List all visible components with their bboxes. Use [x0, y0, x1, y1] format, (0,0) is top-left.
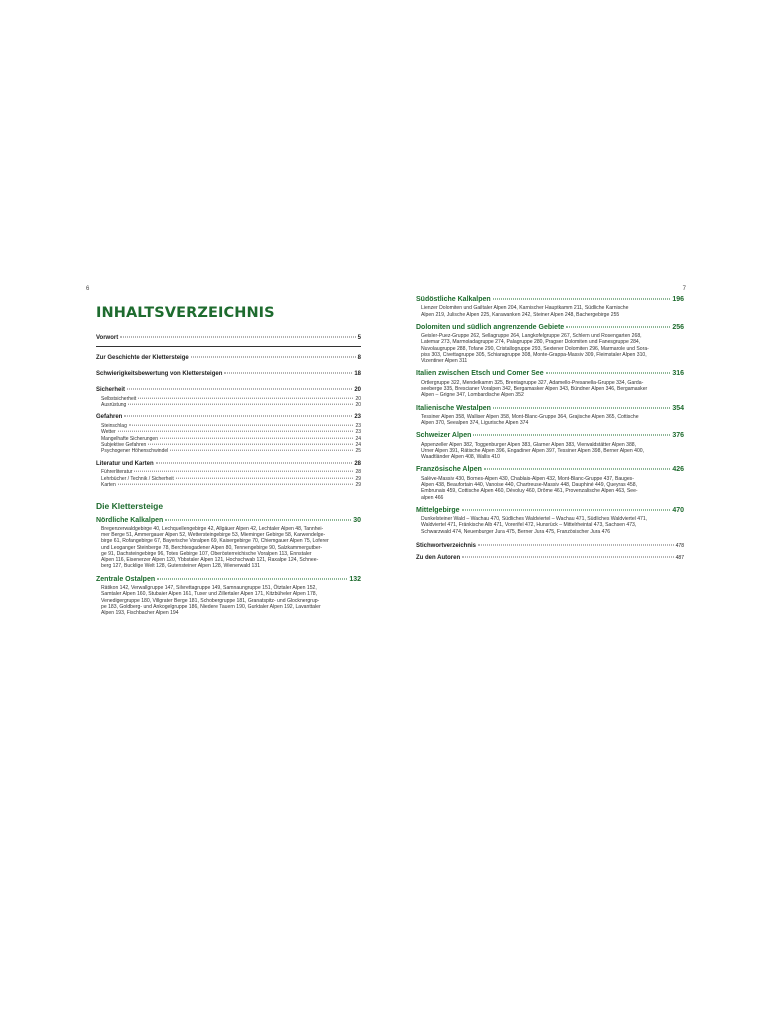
leader-dots	[128, 404, 353, 405]
description-line: seeberge 335, Brescianer Voralpen 342, Bergamasker Alpen 343, Bündner Alpen 346, Bergamasker	[421, 385, 648, 392]
region-description	[416, 442, 684, 461]
leader-dots	[160, 437, 353, 438]
entry-page: 28	[354, 460, 361, 467]
right-column	[416, 296, 684, 568]
leader-dots	[129, 425, 354, 426]
leader-dots	[120, 337, 355, 338]
entry-label: Zu den Autoren	[416, 555, 461, 562]
description-line: Vizentiner Alpen 311	[421, 358, 468, 365]
description-line: Lienzer Dolomiten und Gailtaler Alpen 204, Karnischer Hauptkamm 211, Südliche Karnische	[421, 305, 629, 312]
description-line: Alpen 193, Fischbacher Alpen 194	[101, 610, 179, 617]
leader-dots	[124, 416, 352, 417]
description-line: Alpen 219, Julische Alpen 225, Karawanken 242, Steiner Alpen 248, Bachergebirge 255	[421, 311, 620, 318]
subentry-page: 24	[355, 442, 361, 449]
leader-dots	[157, 578, 347, 579]
region-page: 376	[672, 432, 684, 440]
description-line: alpen 466	[421, 494, 444, 501]
description-line: Nuvolaugruppe 288, Tofane 290, Cristallogruppe 293, Sextener Dolomiten 296, Marmarole und Sora-	[421, 345, 649, 352]
region-label: Zentrale Ostalpen	[96, 575, 156, 583]
region-description	[416, 414, 684, 427]
subentry-label: Steinschlag	[101, 422, 127, 429]
left-column	[96, 296, 361, 622]
region-heading	[416, 370, 684, 378]
region-label: Italienische Westalpen	[416, 404, 491, 412]
right-page-number: 7	[682, 286, 686, 292]
description-line: Schwarzwald 474, Neuenburger Jura 475, Berner Jura 475, Französischer Jura 476	[421, 528, 611, 535]
description-line: berg 127, Bucklige Welt 128, Gutensteiner Alpen 128, Wienerwald 131	[101, 563, 261, 570]
description-line: Venedigergruppe 180, Villgrater Berge 181, Schobergruppe 181, Granatspitz- und Glocknergrup-	[101, 597, 320, 604]
leader-dots	[148, 444, 353, 445]
region-page: 196	[672, 296, 684, 303]
region-description	[416, 305, 684, 318]
description-line: Dunkelsteiner Wald – Wachau 470, Südliches Waldviertel – Wachau 471, Südliches Waldviertel 471,	[421, 516, 648, 523]
entry-label: Gefahren	[96, 414, 123, 421]
subentry-label: Wetter	[101, 429, 116, 436]
region-description	[416, 476, 684, 501]
page-title: INHALTSVERZEICHNIS	[96, 305, 275, 321]
description-line: Appenzeller Alpen 382, Toggenburger Alpen 383, Glarner Alpen 383, Vierwaldstätter Alpen 388,	[421, 441, 637, 448]
toc-entry-gefahren	[96, 414, 361, 421]
description-line: Alpen 370, Seealpen 374, Ligurische Alpen 374	[421, 420, 529, 427]
leader-dots	[493, 407, 670, 408]
description-line: Alpen 438, Beaufortain 440, Vanoise 440, Chartreuse-Massiv 448, Dauphiné 449, Queyras 458,	[421, 481, 637, 488]
entry-label: Literatur und Karten	[96, 460, 154, 467]
subentry-page: 28	[355, 469, 361, 476]
toc-entry-vorwort	[96, 335, 361, 342]
description-line: piss 303, Civettagruppe 305, Schiaragruppe 308, Monte-Grappa-Massiv 309, Fleimstaler Alpen 310,	[421, 351, 647, 358]
description-line: Ortlergruppe 322, Mendelkamm 325, Brentagruppe 327, Adamello-Presanella-Gruppe 334, Garda-	[421, 379, 644, 386]
subentry-page: 24	[355, 435, 361, 442]
entry-label: Schwierigkeitsbewertung von Klettersteigen	[96, 370, 223, 377]
entry-page: 23	[354, 414, 361, 421]
entry-label: Zur Geschichte der Klettersteige	[96, 355, 189, 362]
region-heading	[416, 405, 684, 413]
entry-page: 20	[354, 387, 361, 394]
description-line: mer Berge 51, Ammergauer Alpen 52, Wettersteingebirge 53, Mieminger Gebirge 58, Karwendelge-	[101, 532, 326, 538]
subentry-label: Karten	[101, 482, 116, 489]
description-line: Urner Alpen 391, Rätische Alpen 396, Engadiner Alpen 397, Tessiner Alpen 398, Berner Alpen 400,	[421, 447, 645, 454]
region-description	[96, 526, 361, 570]
subentry-page: 29	[355, 475, 361, 482]
region-page: 30	[353, 516, 361, 524]
leader-dots	[191, 357, 356, 358]
region-label: Nördliche Kalkalpen	[96, 516, 164, 524]
region-page: 316	[672, 370, 684, 378]
subentry-label: Führerliteratur	[101, 469, 133, 476]
region-page: 132	[349, 575, 361, 583]
section-heading: Die Klettersteige	[96, 500, 164, 511]
toc-entry-literatur	[96, 461, 361, 468]
toc-subentry	[96, 448, 361, 454]
group-gefahren	[96, 414, 361, 454]
subentry-page: 20	[355, 402, 361, 409]
subentry-label: Mangelhafte Sicherungen	[101, 435, 158, 442]
description-line: Embrunais 459, Cottische Alpen 460, Dévoluy 460, Drôme 461, Provenzalische Alpen 463, See-	[421, 488, 638, 495]
region-label: Schweizer Alpen	[416, 432, 472, 440]
region-label: Dolomiten und südlich angrenzende Gebiete	[416, 323, 565, 331]
toc-entry-sicherheit	[96, 387, 361, 394]
region-heading	[416, 466, 684, 474]
leader-dots	[134, 471, 353, 472]
entry-label: Stichwortverzeichnis	[416, 542, 477, 549]
description-line: und Leoganger Steinberge 78, Berchtesgadener Alpen 80, Tennengebirge 90, Salzkammergutber-	[101, 544, 323, 551]
region-heading	[416, 507, 684, 515]
subentry-page: 29	[355, 482, 361, 489]
region-heading	[96, 576, 361, 584]
description-line: Rätikon 142, Verwallgruppe 147, Silvrettagruppe 149, Samnaungruppe 151, Ötztaler Alpen 152,	[101, 584, 317, 591]
region-schweizer-alpen	[416, 432, 684, 460]
description-line: pe 183, Goldberg- und Ankogelgruppe 186, Niedere Tauern 190, Gurktaler Alpen 192, Lavanttaler	[101, 603, 321, 610]
toc-entry-autoren	[416, 555, 684, 562]
leader-dots	[118, 484, 354, 485]
region-heading	[96, 517, 361, 525]
region-italien-etsch-comer-see	[416, 370, 684, 398]
leader-dots	[462, 509, 671, 510]
subentry-page: 23	[355, 429, 361, 436]
description-line: Bregenzerwaldgebirge 40, Lechquellengebirge 42, Allgäuer Alpen 42, Lechtaler Alpen 48, Tannhei-	[101, 525, 324, 532]
toc-entry-stichwortverzeichnis	[416, 543, 684, 550]
leader-dots	[566, 326, 670, 327]
description-line: Waadtländer Alpen 408, Wallis 410	[421, 454, 500, 461]
region-zentrale-ostalpen	[96, 576, 361, 617]
region-heading	[416, 432, 684, 440]
leader-dots	[156, 462, 353, 463]
description-line: birge 61, Rofangebirge 67, Bayerische Voralpen 69, Kaisergebirge 70, Chiemgauer Alpen 75, Loferer	[101, 538, 329, 545]
subentry-page: 23	[355, 422, 361, 429]
leader-dots	[546, 373, 671, 374]
region-page: 426	[672, 466, 684, 474]
leader-dots	[170, 450, 353, 451]
book-spread	[86, 286, 686, 686]
leader-dots	[127, 389, 352, 390]
leader-dots	[176, 477, 354, 478]
toc-entry-geschichte	[96, 355, 361, 362]
region-description	[96, 585, 361, 616]
group-literatur	[96, 461, 361, 489]
subentry-label: Selbstsicherheit	[101, 395, 137, 402]
region-mittelgebirge	[416, 507, 684, 535]
region-label: Italien zwischen Etsch und Comer See	[416, 370, 544, 378]
entry-page: 18	[354, 370, 361, 377]
group-sicherheit	[96, 387, 361, 408]
region-description	[416, 333, 684, 364]
entry-label: Sicherheit	[96, 387, 126, 394]
leader-dots	[118, 431, 354, 432]
subentry-page: 25	[355, 448, 361, 455]
leader-dots	[165, 519, 351, 520]
region-heading	[416, 324, 684, 332]
region-suedoestliche-kalkalpen	[416, 296, 684, 318]
leader-dots	[224, 372, 352, 373]
description-line: Salève-Massiv 430, Bornes-Alpen 430, Chablais-Alpen 432, Mont-Blanc-Gruppe 437, Bauges-	[421, 475, 634, 482]
toc-subentry	[96, 402, 361, 408]
entry-page: 487	[675, 555, 684, 562]
toc-entry-schwierigkeit	[96, 371, 361, 378]
subentry-page: 20	[355, 395, 361, 402]
region-franzoesische-alpen	[416, 466, 684, 500]
entry-page: 478	[675, 542, 684, 549]
description-line: Alpen – Grigne 347, Lombardische Alpen 352	[421, 392, 524, 399]
toc-subentry	[96, 482, 361, 488]
leader-dots	[473, 435, 670, 436]
subentry-label: Subjektive Gefahren	[101, 442, 147, 449]
region-page: 256	[672, 323, 684, 331]
region-label: Französische Alpen	[416, 466, 482, 474]
description-line: Waldviertel 471, Fränkische Alb 471, Vorerifel 472, Hunsrück – Mittelrheintal 473, Sachsen 473,	[421, 522, 637, 529]
description-line: Samtaler Alpen 160, Stubaier Alpen 161, Tuxer und Zillertaler Alpen 171, Kitzbüheler Alpen 178,	[101, 591, 318, 598]
leader-dots	[493, 299, 671, 300]
description-line: Latemar 273, Marmoladagruppe 274, Palagruppe 280, Pragser Dolomiten und Fanesgruppe 284,	[421, 339, 641, 346]
region-label: Südöstliche Kalkalpen	[416, 296, 491, 303]
description-line: ge 91, Dachsteingebirge 96, Totes Gebirge 107, Oberösterreichische Voralpen 113, Ennstaler	[101, 550, 312, 557]
subentry-label: Ausrüstung	[101, 402, 127, 409]
region-label: Mittelgebirge	[416, 506, 460, 514]
region-description	[416, 516, 684, 535]
divider	[96, 346, 361, 347]
leader-dots	[462, 557, 674, 558]
description-line: Alpen 116, Eisenerzer Alpen 120, Ybbstaler Alpen 121, Hochschwab 121, Raxalpe 124, Schnee-	[101, 557, 319, 564]
entry-page: 5	[357, 335, 361, 341]
region-dolomiten	[416, 324, 684, 365]
left-page-number: 6	[86, 286, 90, 292]
leader-dots	[478, 544, 674, 545]
region-page: 470	[672, 506, 684, 514]
front-entries	[96, 335, 361, 378]
region-description	[416, 380, 684, 399]
region-page: 354	[672, 404, 684, 412]
leader-dots	[484, 469, 670, 470]
leader-dots	[138, 397, 353, 398]
subentry-label: Lehrbücher / Technik / Sicherheit	[101, 475, 174, 482]
description-line: Tessiner Alpen 358, Walliser Alpen 358, Mont-Blanc-Gruppe 364, Grajische Alpen 365, Cottische	[421, 413, 639, 420]
description-line: Geisler-Puez-Gruppe 262, Sellagruppe 264, Langkofelgruppe 267, Schlern und Rosengarten 268,	[421, 333, 642, 339]
entry-label: Vorwort	[96, 335, 119, 341]
region-noerdliche-kalkalpen	[96, 517, 361, 570]
region-italienische-westalpen	[416, 405, 684, 427]
subentry-label: Psychogener Höhenschwindel	[101, 448, 169, 455]
entry-page: 8	[357, 355, 361, 362]
region-heading	[416, 296, 684, 304]
